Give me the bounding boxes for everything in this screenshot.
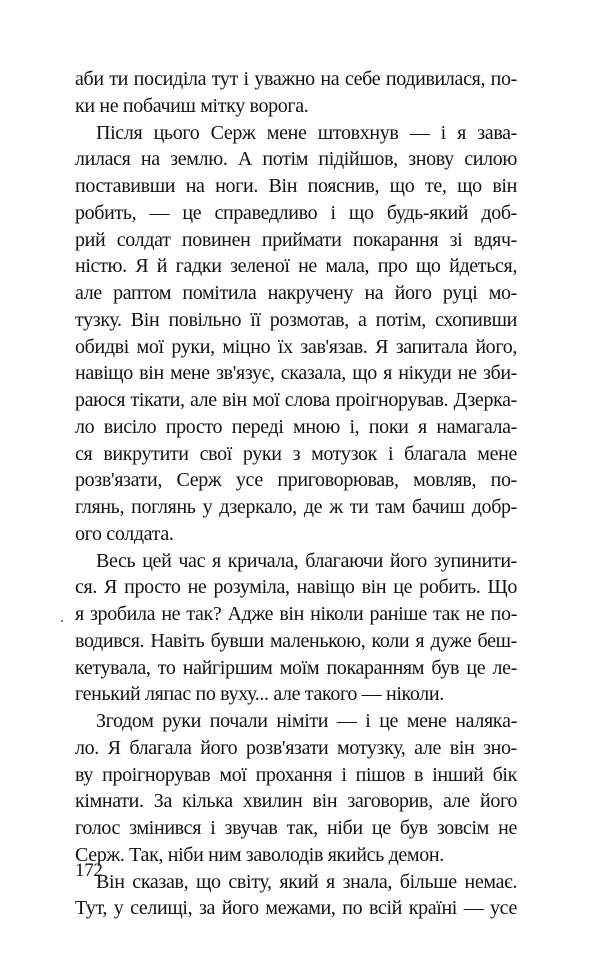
text-line: аби ти посиділа тут і уважно на себе подивилася, по- [75, 68, 517, 90]
text-line: ністю. Я й гадки зеленої не мала, про що йдеться, [75, 255, 517, 278]
text-line: але раптом помітила накручену на його руці мо- [75, 282, 517, 304]
text-line: обидві мої руки, міцно їх зав'язав. Я запитала його, [75, 335, 517, 358]
text-line: лилася на землю. А потім підійшов, знову силою [75, 148, 517, 171]
text-line: генький ляпас по вуху... але такого — ніколи. [75, 683, 444, 706]
text-line: кетувала, то найгіршим моїм покаранням був це ле- [75, 656, 517, 679]
paragraph-start-line: Він сказав, що світу, який я знала, більше немає. [96, 870, 517, 893]
text-line: ся викрутити свої руки з мотузок і благала мене [75, 442, 517, 465]
paragraph-start-line: Після цього Серж мене штовхнув — і я зава- [96, 121, 517, 144]
body-text [75, 66, 517, 922]
text-line: ки не побачиш мітку ворога. [75, 94, 309, 117]
text-line: кімнати. За кілька хвилин він заговорив, але його [75, 790, 517, 813]
text-line: ло. Я благала його розв'язати мотузку, але він зно- [75, 736, 517, 759]
text-line: я зробила не так? Адже він ніколи раніше так не по- [75, 603, 517, 625]
text-line: навіщо він мене зв'язує, сказала, що я нікуди не зби- [75, 362, 517, 385]
text-line: ву проігнорував мої прохання і пішов в інший бік [75, 763, 517, 786]
text-line: голос змінився і звучав так, ніби це був зовсім не [75, 817, 517, 839]
text-line: глянь, поглянь у дзеркало, де ж ти там бачиш добр- [75, 496, 517, 518]
page-number: 172 [75, 860, 103, 881]
text-line: ло висіло просто переді мною і, поки я намагала- [75, 415, 517, 438]
text-line: ся. Я просто не розуміла, навіщо він це робить. Що [75, 576, 517, 599]
paragraph-start-line: Згодом руки почали німіти — і це мене налякa- [96, 710, 517, 732]
text-line: розв'язати, Серж усе приговорював, мовляв, по- [75, 469, 517, 492]
text-line: поставивши на ноги. Він пояснив, що те, що він [75, 175, 517, 197]
text-line: робить, — це справедливо і що будь-який доб- [75, 201, 517, 224]
text-line: ого солдата. [75, 522, 174, 545]
text-line: раюся тікати, але він мої слова проігнорував. Дзерка- [75, 389, 517, 411]
print-speck [61, 620, 63, 622]
text-line: тузку. Він повільно її розмотав, а потім, схопивши [75, 308, 517, 331]
text-line: рий солдат повинен приймати покарання зі вдяч- [75, 228, 517, 251]
paragraph-start-line: Весь цей час я кричала, благаючи його зупинити- [96, 549, 517, 572]
text-line: Серж. Так, ніби ним заволодів якийсь демон. [75, 843, 444, 866]
text-line: Тут, у селищі, за його межами, по всій країні — усе [75, 897, 517, 920]
text-line: водився. Навіть бувши маленькою, коли я дуже беш- [75, 629, 517, 652]
